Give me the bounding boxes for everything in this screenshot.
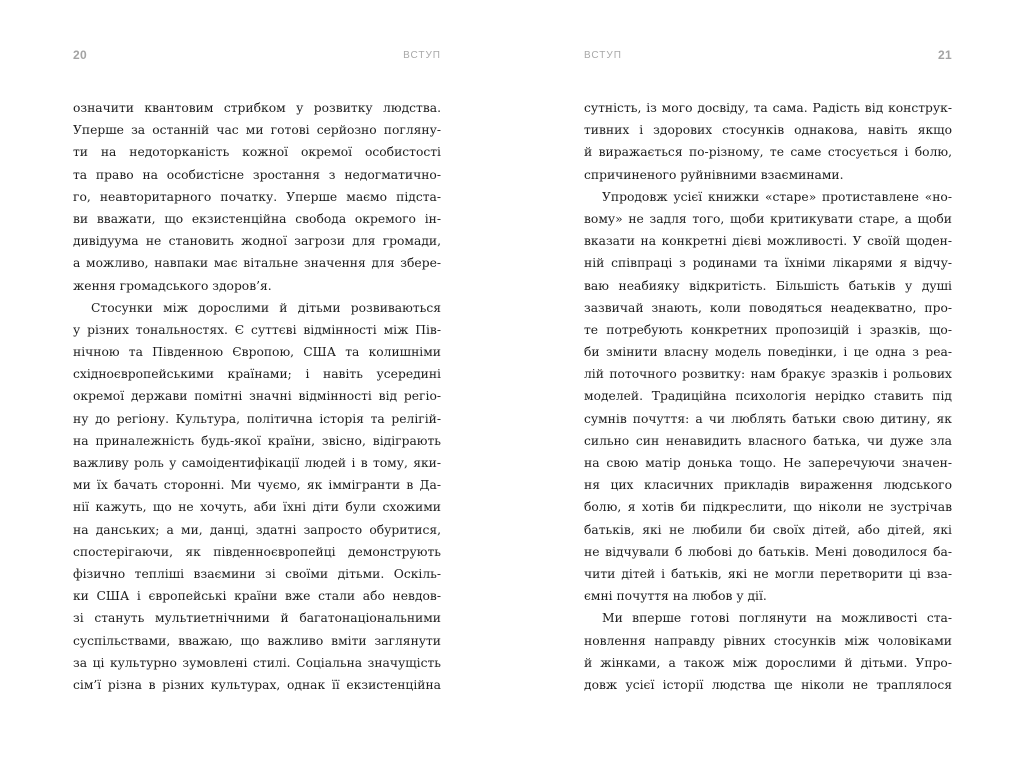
text-line: фізично тепліші взаємини зі своїми дітьми. Оскіль- — [73, 566, 441, 581]
text-line: спричиненого руйнівними взаєминами. — [584, 167, 844, 182]
running-head: ВСТУП — [403, 50, 441, 61]
text-line: Уперше за останній час ми готові серйозно погляну- — [73, 123, 441, 138]
text-line: Стосунки між дорослими й дітьми розвиваються — [91, 300, 441, 315]
text-line: ну до регіону. Культура, політична історія та релігій- — [73, 411, 441, 426]
left-page — [73, 0, 441, 768]
text-line: нічною та Південною Європою, США та колишніми — [73, 345, 441, 360]
text-line: східноєвропейськими країнами; і навіть усередині — [73, 367, 441, 382]
text-line: означити квантовим стрибком у розвитку людства. — [73, 101, 441, 115]
text-line: болю, я хотів би підкреслити, що ніколи не зустрічав — [584, 500, 952, 515]
text-line: сильно син ненавидить власного батька, чи дуже зла — [584, 433, 952, 448]
text-line: сутність, із мого досвіду, та сама. Радість від конструк- — [584, 101, 952, 115]
text-line: важливу роль у самоідентифікації людей і в тому, яки- — [73, 456, 441, 470]
text-line: вому» не задля того, щоби критикувати старе, а щоби — [584, 211, 952, 226]
text-line: довж усієї історії людства ще ніколи не траплялося — [584, 677, 952, 692]
text-line: ваю неабияку відкритість. Більшість батьків у душі — [584, 278, 952, 293]
text-line: спостерігаючи, як південноєвропейці демонструють — [73, 544, 441, 559]
text-line: зазвичай знають, коли поводяться неадекватно, про- — [584, 300, 952, 315]
text-line: Упродовж усієї книжки «старе» протиставлене «но- — [602, 189, 952, 204]
text-line: ки США і європейські країни вже стали або невдов- — [73, 589, 441, 604]
text-line: ти на недоторканість кожної окремої особистості — [73, 145, 441, 160]
text-line: новлення направду рівних стосунків між чоловіками — [584, 633, 952, 648]
running-head: ВСТУП — [584, 50, 622, 61]
body-text — [73, 97, 441, 696]
text-line: батьків, які не любили би своїх дітей, або дітей, які — [584, 522, 952, 537]
text-line: й жінками, а також між дорослими й дітьми. Упро- — [584, 655, 952, 670]
text-line: би змінити власну модель поведінки, і це одна з реа- — [584, 345, 952, 360]
text-line: на приналежність будь-якої країни, звісно, відіграють — [73, 433, 441, 448]
text-line: нії кажуть, що не хочуть, аби їхні діти були схожими — [73, 500, 441, 515]
text-line: на данських; а ми, данці, здатні запросто обуритися, — [73, 522, 441, 537]
text-line: сім’ї різна в різних культурах, однак її екзистенційна — [73, 677, 441, 692]
text-line: за ці культурно зумовлені стилі. Соціальна значущість — [73, 655, 441, 670]
text-line: зі стануть мультиетнічними й багатонаціональними — [73, 611, 441, 626]
text-line: ви вважати, що екзистенційна свобода окремого ін- — [73, 211, 441, 226]
text-line: моделей. Традиційна психологія нерідко ставить під — [584, 389, 952, 404]
text-line: ня цих класичних прикладів вираження людського — [584, 478, 952, 493]
text-line: вказати на конкретні дієві можливості. У своїй щоден- — [584, 234, 952, 249]
text-line: ження громадського здоров’я. — [73, 278, 272, 293]
right-page — [584, 0, 952, 768]
text-line: тивних і здорових стосунків однакова, навіть якщо — [584, 123, 952, 138]
page-number: 20 — [73, 48, 87, 62]
text-line: у різних тональностях. Є суттєві відмінності між Пів- — [73, 322, 441, 337]
text-line: на свою матір донька тощо. Не заперечуючи значен- — [584, 456, 952, 470]
text-line: лій поточного розвитку: нам бракує зразків і рольових — [584, 367, 952, 382]
text-line: чити дітей і батьків, які не могли перетворити ці вза- — [584, 566, 952, 581]
text-line: те потребують конкретних пропозицій і зразків, що- — [584, 322, 952, 337]
text-line: суспільствами, вважаю, що важливо вміти заглянути — [73, 633, 441, 648]
text-line: й виражається по-різному, те саме стосується і болю, — [584, 145, 952, 160]
text-line: а можливо, навпаки має вітальне значення для збере- — [73, 256, 441, 271]
page-number: 21 — [938, 48, 952, 62]
text-line: не відчували б любові до батьків. Мені доводилося ба- — [584, 544, 952, 559]
text-line: Ми вперше готові поглянути на можливості ста- — [602, 611, 952, 626]
text-line: та право на особистісне зростання з недогматично- — [73, 167, 441, 182]
body-text — [584, 97, 952, 696]
text-line: ній співпраці з родинами та їхніми лікарями я відчу- — [584, 256, 952, 271]
text-line: ємні почуття на любов у дії. — [584, 589, 767, 604]
text-line: дивідуума не становить жодної загрози для громади, — [73, 234, 441, 249]
text-line: окремої держави помітні значні відмінності від регіо- — [73, 389, 441, 404]
text-line: сумнів почуття: а чи люблять батьки свою дитину, як — [584, 411, 952, 426]
text-line: ми їх бачать сторонні. Ми чуємо, як іммігранти в Да- — [73, 478, 441, 493]
text-line: го, неавторитарного початку. Уперше маємо підста- — [73, 189, 441, 204]
